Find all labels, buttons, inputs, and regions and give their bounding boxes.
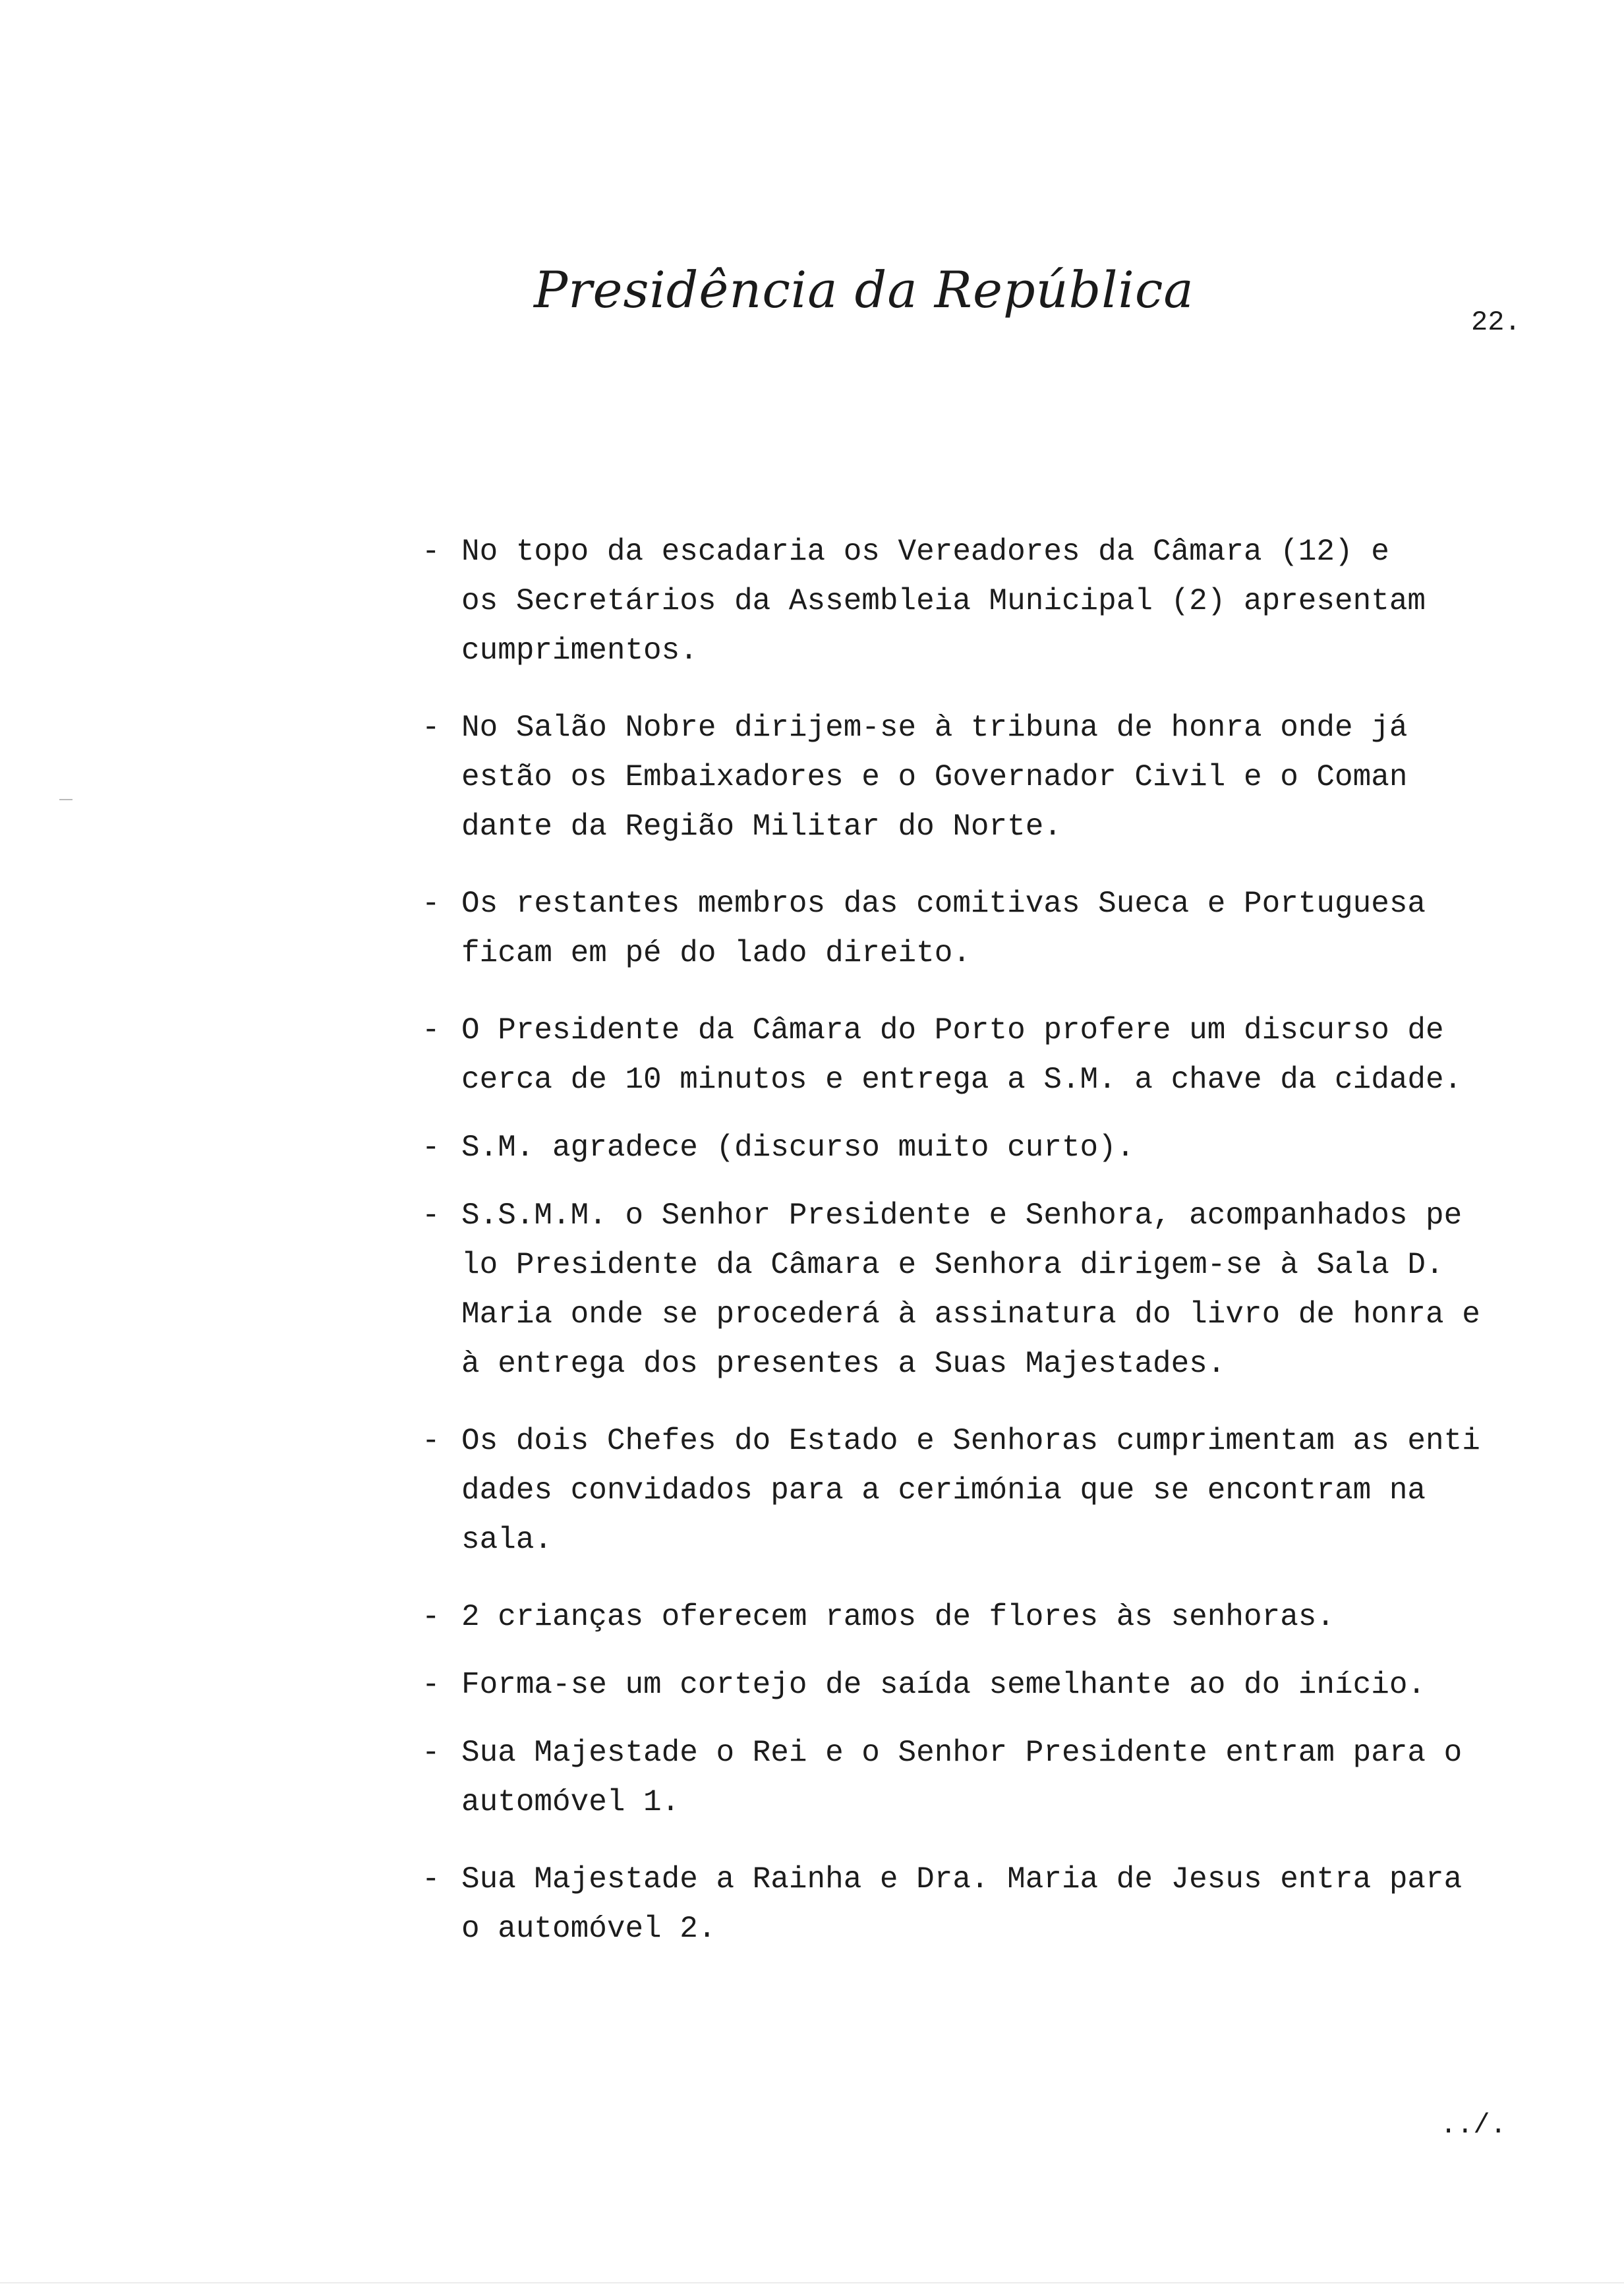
bullet-dash: - [422, 1668, 440, 1702]
item-line: os Secretários da Assembleia Municipal (2) apresentam [461, 584, 1426, 618]
list-item [422, 1593, 1582, 1642]
list-item [422, 703, 1582, 852]
item-line: 2 crianças oferecem ramos de flores às senhoras. [461, 1600, 1335, 1634]
list-item [422, 1728, 1582, 1827]
bullet-dash: - [422, 1131, 440, 1165]
item-line: estão os Embaixadores e o Governador Civil e o Coman [461, 760, 1408, 794]
bullet-dash: - [422, 1600, 440, 1634]
item-line: Sua Majestade a Rainha e Dra. Maria de Jesus entra para [461, 1862, 1463, 1897]
item-line: O Presidente da Câmara do Porto profere um discurso de [461, 1013, 1444, 1047]
list-item [422, 879, 1582, 978]
item-line: Forma-se um cortejo de saída semelhante ao do início. [461, 1668, 1426, 1702]
bullet-dash: - [422, 887, 440, 921]
item-line: No Salão Nobre dirijem-se à tribuna de honra onde já [461, 711, 1408, 745]
list-item [422, 1006, 1582, 1105]
item-line: sala. [461, 1523, 553, 1557]
bullet-dash: - [422, 1198, 440, 1233]
item-line: cumprimentos. [461, 633, 698, 668]
list-item [422, 1123, 1582, 1173]
list-item [422, 1191, 1582, 1389]
item-line: No topo da escadaria os Vereadores da Câmara (12) e [461, 535, 1389, 569]
item-line: o automóvel 2. [461, 1912, 716, 1946]
list-item [422, 1661, 1582, 1710]
bullet-dash: - [422, 1013, 440, 1047]
item-line: lo Presidente da Câmara e Senhora dirigem-se à Sala D. [461, 1248, 1444, 1282]
list-item [422, 1855, 1582, 1954]
bullet-dash: - [422, 711, 440, 745]
list-item [422, 1417, 1582, 1565]
bullet-dash: - [422, 1736, 440, 1770]
item-line: dades convidados para a cerimónia que se encontram na [461, 1473, 1426, 1508]
item-line: Sua Majestade o Rei e o Senhor Presidente entram para o [461, 1736, 1463, 1770]
item-line: cerca de 10 minutos e entrega a S.M. a chave da cidade. [461, 1063, 1463, 1097]
item-line: Os dois Chefes do Estado e Senhoras cumprimentam as enti [461, 1424, 1480, 1458]
bullet-dash: - [422, 535, 440, 569]
item-line: Os restantes membros das comitivas Sueca e Portuguesa [461, 887, 1426, 921]
item-line: S.S.M.M. o Senhor Presidente e Senhora, acompanhados pe [461, 1198, 1463, 1233]
item-line: dante da Região Militar do Norte. [461, 809, 1062, 844]
bullet-dash: - [422, 1424, 440, 1458]
letterhead: Presidência da República [534, 260, 1194, 319]
item-line: automóvel 1. [461, 1785, 680, 1819]
item-line: à entrega dos presentes a Suas Majestades. [461, 1347, 1226, 1381]
bullet-dash: - [422, 1862, 440, 1897]
page-number: 22. [1471, 307, 1521, 338]
scan-edge-mark [0, 2282, 1624, 2283]
item-line: Maria onde se procederá à assinatura do livro de honra e [461, 1297, 1480, 1332]
list-item [422, 527, 1582, 676]
item-line: S.M. agradece (discurso muito curto). [461, 1131, 1135, 1165]
body-list [422, 527, 1582, 1954]
item-line: ficam em pé do lado direito. [461, 936, 971, 970]
scan-edge-mark [59, 799, 72, 800]
continuation-mark: ../. [1440, 2109, 1507, 2141]
